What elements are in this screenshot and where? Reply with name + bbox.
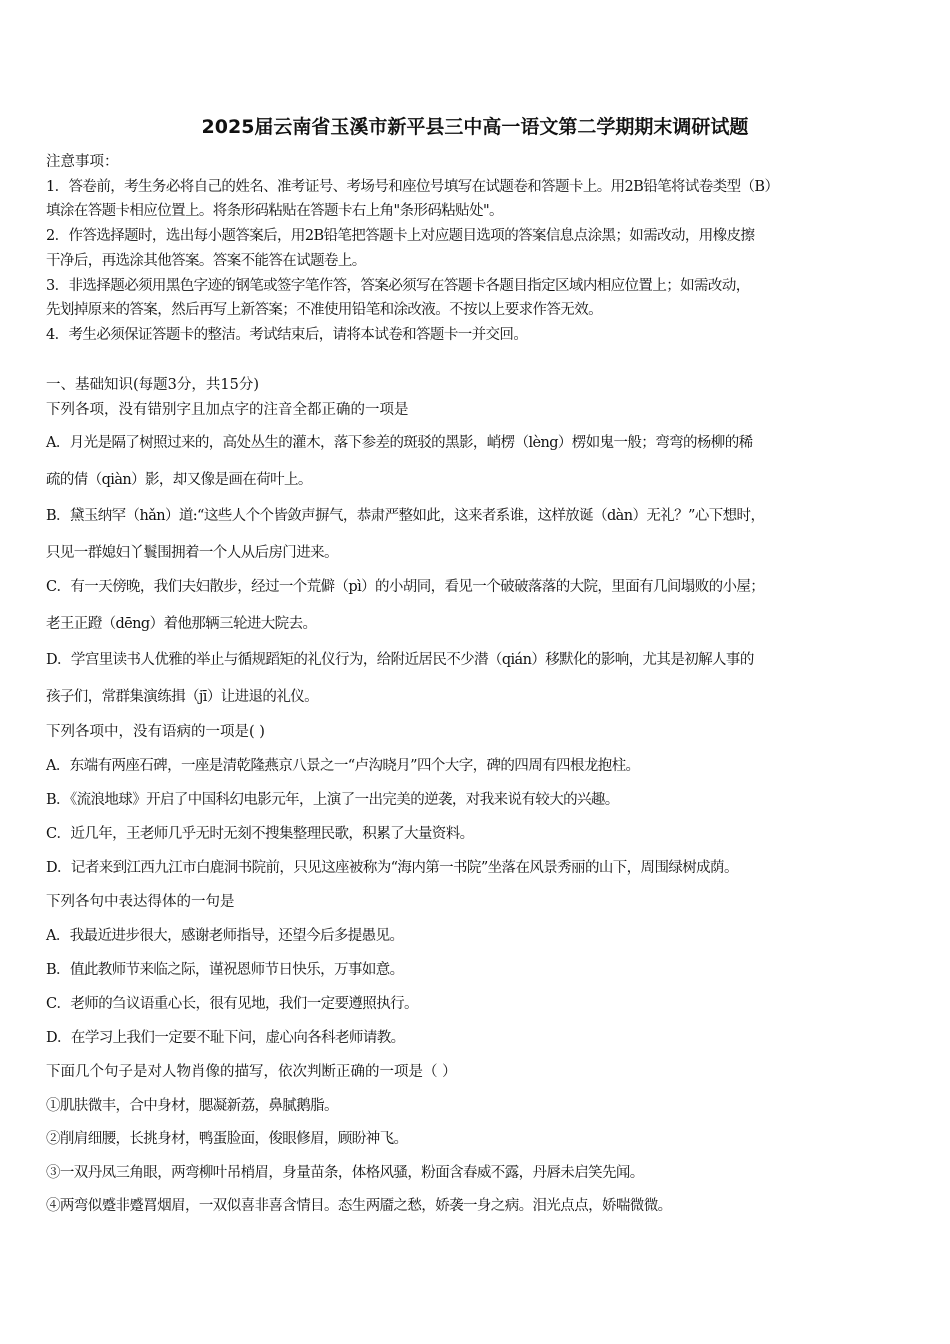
question-stem: 下列各句中表达得体的一句是 bbox=[46, 894, 235, 910]
notice-line: 先划掉原来的答案，然后再写上新答案；不准使用铅笔和涂改液。不按以上要求作答无效。 bbox=[46, 302, 602, 318]
option-line: 疏的倩（qiàn）影，却又像是画在荷叶上。 bbox=[46, 472, 312, 488]
exam-title: 2025届云南省玉溪市新平县三中高一语文第二学期期末调研试题 bbox=[201, 116, 749, 138]
option-line: 只见一群媳妇丫鬟围拥着一个人从后房门进来。 bbox=[46, 545, 338, 561]
question-stem: 下列各项，没有错别字且加点字的注音全都正确的一项是 bbox=[46, 402, 409, 418]
option-line: C．有一天傍晚，我们夫妇散步，经过一个荒僻（pì）的小胡同，看见一个破破落落的大院，里面有几间塌败的小屋； bbox=[46, 579, 765, 595]
item-line: ③一双丹凤三角眼，两弯柳叶吊梢眉，身量苗条，体格风骚，粉面含春威不露，丹唇未启笑先闻。 bbox=[46, 1165, 644, 1181]
option-line: A．我最近进步很大，感谢老师指导，还望今后多提愚见。 bbox=[46, 928, 404, 944]
notice-line: 1．答卷前，考生务必将自己的姓名、准考证号、考场号和座位号填写在试题卷和答题卡上。用2B铅笔将试卷类型（B） bbox=[46, 179, 779, 195]
question-stem: 下列各项中，没有语病的一项是( ) bbox=[46, 724, 265, 740]
option-line: C．近几年，王老师几乎无时无刻不搜集整理民歌，积累了大量资料。 bbox=[46, 826, 474, 842]
option-line: D．记者来到江西九江市白鹿洞书院前，只见这座被称为“海内第一书院”坐落在风景秀丽的山下，周围绿树成荫。 bbox=[46, 860, 738, 876]
notice-line: 干净后，再选涂其他答案。答案不能答在试题卷上。 bbox=[46, 253, 366, 269]
option-line: D．在学习上我们一定要不耻下问，虚心向各科老师请教。 bbox=[46, 1030, 405, 1046]
option-line: A．东端有两座石碑，一座是清乾隆燕京八景之一“卢沟晓月”四个大字，碑的四周有四根龙抱柱。 bbox=[46, 758, 640, 774]
notice-line: 3．非选择题必须用黑色字迹的钢笔或签字笔作答，答案必须写在答题卡各题目指定区域内相应位置上；如需改动， bbox=[46, 278, 750, 294]
item-line: ④两弯似蹙非蹙罥烟眉，一双似喜非喜含情目。态生两靥之愁，娇袭一身之病。泪光点点，娇喘微微。 bbox=[46, 1198, 672, 1214]
option-line: B．值此教师节来临之际，谨祝恩师节日快乐，万事如意。 bbox=[46, 962, 404, 978]
option-line: B．黛玉纳罕（hǎn）道:“这些人个个皆敛声摒气，恭肃严整如此，这来者系谁，这样放诞（dàn）无礼？”心下想时， bbox=[46, 508, 765, 524]
item-line: ①肌肤微丰，合中身材，腮凝新荔，鼻腻鹅脂。 bbox=[46, 1098, 338, 1114]
option-line: B．《流浪地球》开启了中国科幻电影元年，上演了一出完美的逆袭，对我来说有较大的兴趣。 bbox=[46, 792, 619, 808]
section-heading: 一、基础知识(每题3分，共15分) bbox=[46, 377, 259, 393]
option-line: C．老师的刍议语重心长，很有见地，我们一定要遵照执行。 bbox=[46, 996, 418, 1012]
notice-heading: 注意事项： bbox=[46, 154, 119, 170]
option-line: D．学宫里读书人优雅的举止与循规蹈矩的礼仪行为，给附近居民不少潜（qián）移默化的影响，尤其是初解人事的 bbox=[46, 652, 754, 668]
notice-line: 2．作答选择题时，选出每小题答案后，用2B铅笔把答题卡上对应题目选项的答案信息点涂黑；如需改动，用橡皮擦 bbox=[46, 228, 755, 244]
notice-line: 4．考生必须保证答题卡的整洁。考试结束后，请将本试卷和答题卡一并交回。 bbox=[46, 327, 528, 343]
notice-line: 填涂在答题卡相应位置上。将条形码粘贴在答题卡右上角"条形码粘贴处"。 bbox=[46, 203, 503, 219]
option-line: 孩子们，常群集演练揖（jī）让进退的礼仪。 bbox=[46, 689, 319, 705]
option-line: 老王正蹬（dēng）着他那辆三轮进大院去。 bbox=[46, 616, 317, 632]
question-stem: 下面几个句子是对人物肖像的描写，依次判断正确的一项是（ ） bbox=[46, 1064, 457, 1080]
item-line: ②削肩细腰，长挑身材，鸭蛋脸面，俊眼修眉，顾盼神飞。 bbox=[46, 1131, 408, 1147]
option-line: A．月光是隔了树照过来的，高处丛生的灌木，落下参差的斑驳的黑影，峭楞（lèng）楞如鬼一般；弯弯的杨柳的稀 bbox=[46, 435, 753, 451]
